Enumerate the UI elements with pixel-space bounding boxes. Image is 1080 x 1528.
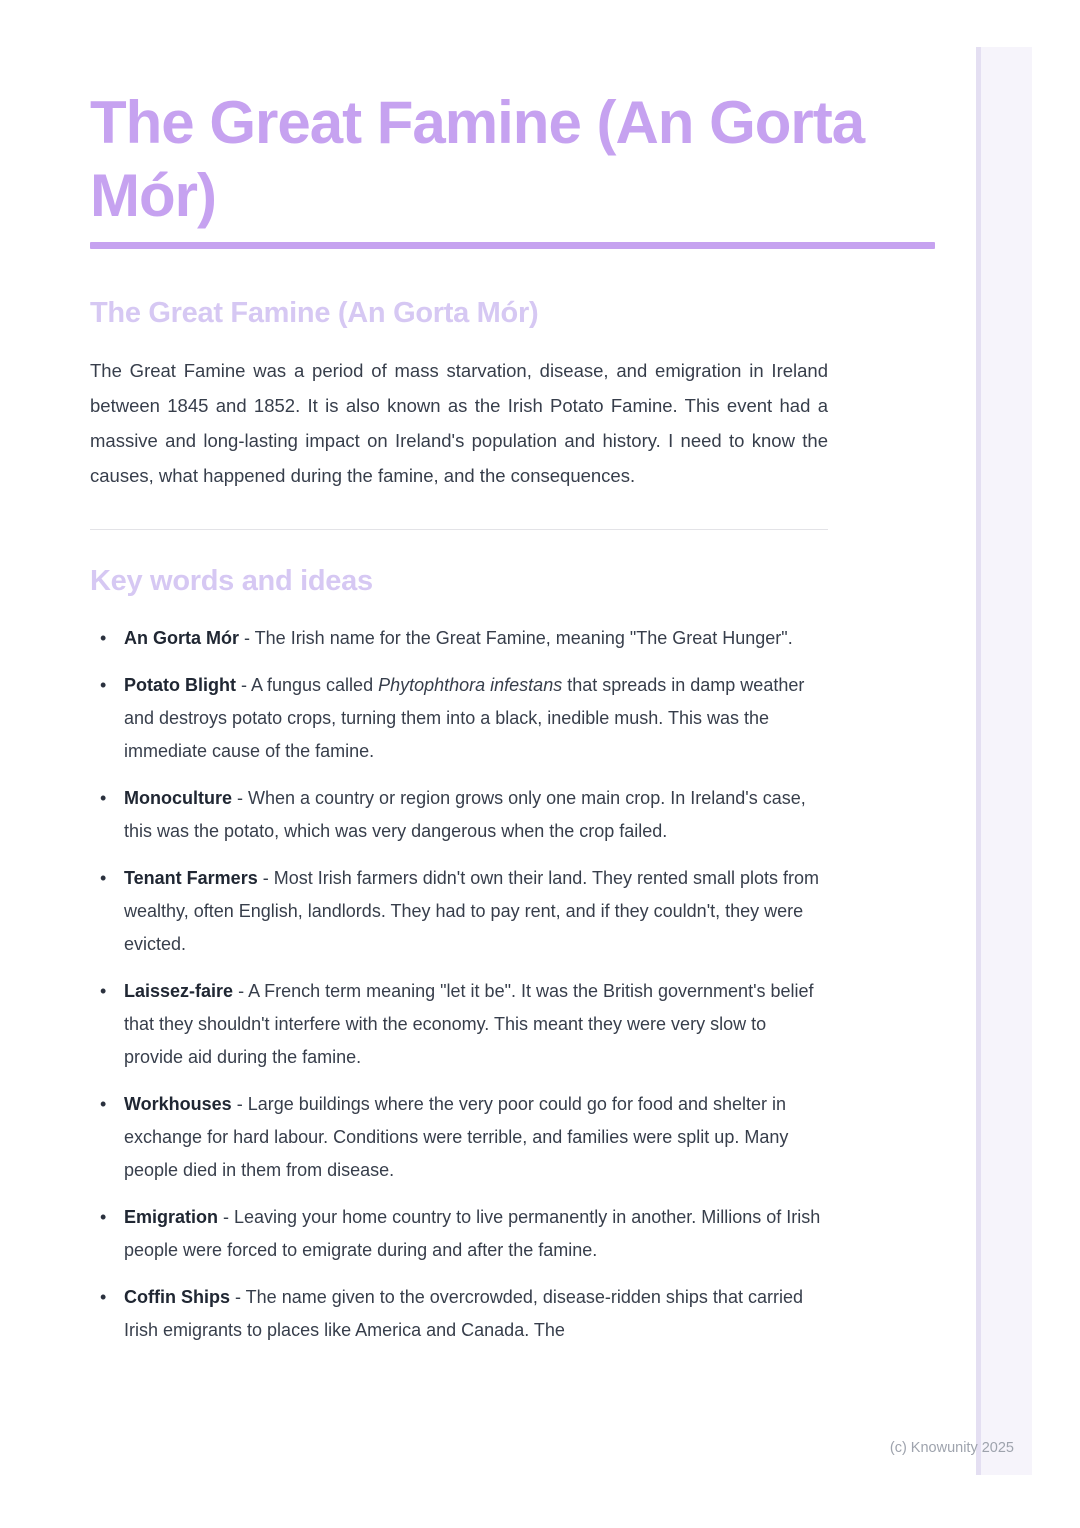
keyword-item-monoculture xyxy=(90,782,830,848)
keyword-definition: - The name given to the overcrowded, disease-ridden ships that carried Irish emigrants to places like America and Canada. The xyxy=(124,1287,803,1340)
keywords-section-heading: Key words and ideas xyxy=(90,565,373,597)
watermark: (c) Knowunity 2025 xyxy=(889,1440,1014,1456)
keyword-item-coffin-ships xyxy=(90,1281,830,1347)
keyword-term: Monoculture xyxy=(124,788,232,808)
page-edge-strip xyxy=(976,47,1032,1475)
keyword-term: Laissez-faire xyxy=(124,981,234,1001)
keyword-item-tenant-farmers xyxy=(90,862,830,961)
keyword-definition-italic: Phytophthora infestans xyxy=(378,675,563,695)
keyword-definition: - Most Irish farmers didn't own their land. They rented small plots from wealthy, often English, landlords. They had to pay rent, and if they couldn't, they were evicted. xyxy=(124,868,820,954)
page-title: The Great Famine (An Gorta Mór) xyxy=(90,89,865,229)
keyword-definition: - When a country or region grows only one main crop. In Ireland's case, this was the potato, which was very dangerous when the crop failed. xyxy=(124,788,806,841)
intro-paragraph: The Great Famine was a period of mass starvation, disease, and emigration in Ireland between 1845 and 1852. It is also known as the Irish Potato Famine. This event had a massive and long-lasting impact on Ireland's population and history. I need to know the causes, what happened during the famine, and the consequences. xyxy=(90,360,828,486)
keyword-item-potato-blight xyxy=(90,669,830,768)
keyword-term: An Gorta Mór xyxy=(124,628,239,648)
keyword-list xyxy=(90,622,830,1347)
title-underline-rule xyxy=(90,242,935,249)
keyword-term: Workhouses xyxy=(124,1094,232,1114)
keyword-item-laissez-faire xyxy=(90,975,830,1074)
keyword-definition: - The Irish name for the Great Famine, meaning "The Great Hunger". xyxy=(239,628,793,648)
keyword-item-emigration xyxy=(90,1201,830,1267)
keyword-definition: - Leaving your home country to live permanently in another. Millions of Irish people were forced to emigrate during and after the famine. xyxy=(124,1207,821,1260)
keyword-term: Coffin Ships xyxy=(124,1287,230,1307)
keyword-definition-cont: that spreads in damp weather and destroys potato crops, turning them into a black, inedible mush. This was the immediate cause of the famine. xyxy=(124,675,805,761)
keyword-term: Tenant Farmers xyxy=(124,868,258,888)
keyword-term: Potato Blight xyxy=(124,675,236,695)
keyword-definition: - A French term meaning "let it be". It was the British government's belief that they shouldn't interfere with the economy. This meant they were very slow to provide aid during the famine. xyxy=(124,981,814,1067)
intro-section-heading: The Great Famine (An Gorta Mór) xyxy=(90,297,539,329)
keyword-definition: - A fungus called xyxy=(235,675,379,695)
keyword-definition: - Large buildings where the very poor could go for food and shelter in exchange for hard labour. Conditions were terrible, and families were split up. Many people died in them from disease. xyxy=(124,1094,789,1180)
section-divider xyxy=(90,529,828,530)
keyword-item-workhouses xyxy=(90,1088,830,1187)
keyword-item-an-gorta-mor xyxy=(90,622,830,655)
keyword-term: Emigration xyxy=(124,1207,219,1227)
